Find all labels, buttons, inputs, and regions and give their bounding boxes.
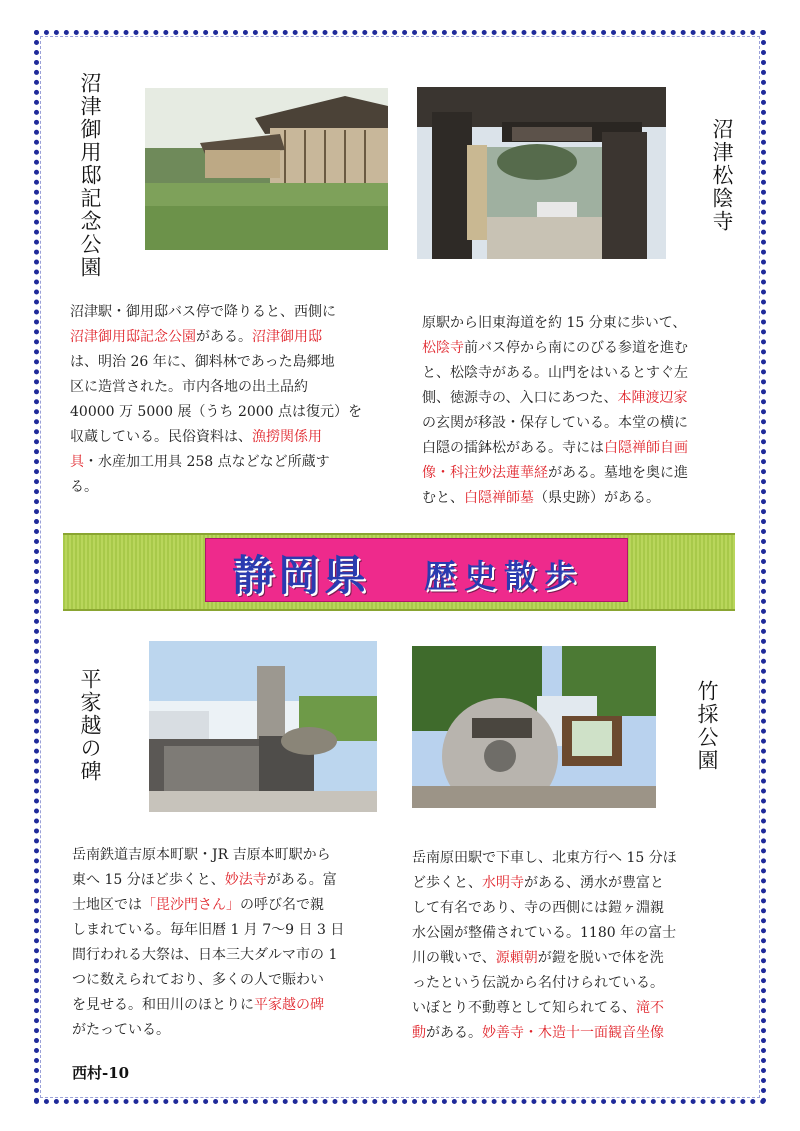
body-text: 士地区では	[72, 897, 142, 913]
title-shoinji: 沼津松陰寺	[710, 118, 734, 233]
highlight-text: 漁撈関係用	[252, 429, 322, 445]
photo-shoinji	[417, 87, 666, 259]
highlight-text: 沼津御用邸記念公園	[70, 329, 196, 345]
body-text: 水公園が整備されている。1180 年の富士	[412, 925, 677, 941]
body-text: ・水産加工用具 258 点などなど所蔵す	[84, 454, 330, 470]
text-line	[412, 1021, 677, 1046]
text-line	[412, 971, 677, 996]
title-goyotei: 沼津御用邸記念公園	[78, 72, 102, 279]
body-text: 岳南鉄道吉原本町駅・JR 吉原本町駅から	[72, 847, 331, 863]
body-text: と、松陰寺がある。山門をはいるとすぐ左	[422, 365, 688, 381]
body-text: いぼとり不動尊として知られてる、	[412, 1000, 636, 1016]
text-line	[72, 868, 344, 893]
text-line	[72, 968, 344, 993]
body-text: 原駅から旧東海道を約 15 分東に歩いて、	[422, 315, 687, 331]
body-text: 収蔵している。民俗資料は、	[70, 429, 252, 445]
text-line	[70, 450, 362, 475]
text-line	[412, 846, 677, 871]
text-line	[72, 993, 344, 1018]
page-number: 西村-10	[72, 1064, 130, 1082]
highlight-text: 具	[70, 454, 84, 470]
photo-goyotei	[145, 88, 388, 250]
text-line	[72, 943, 344, 968]
text-line	[70, 350, 362, 375]
body-text: の呼び名で親	[240, 897, 324, 913]
body-text: ったという伝説から名付けられている。	[412, 975, 664, 991]
text-line	[422, 336, 688, 361]
photo-chikusai	[412, 646, 656, 808]
text-line	[412, 896, 677, 921]
body-text: がある。墓地を奥に進	[548, 465, 688, 481]
photo-heikegoe	[149, 641, 377, 812]
text-line	[72, 893, 344, 918]
text-chikusai	[412, 846, 677, 1046]
highlight-text: 像・科注妙法蓮華経	[422, 465, 548, 481]
text-line	[70, 475, 362, 500]
body-text: 白隠の擂鉢松がある。寺には	[422, 440, 604, 456]
highlight-text: 平家越の碑	[254, 997, 324, 1013]
body-text: が鎧を脱いで体を洗	[537, 950, 664, 966]
highlight-text: 源頼朝	[495, 950, 538, 966]
text-heikegoe	[72, 843, 344, 1043]
text-goyotei	[70, 300, 362, 500]
text-line	[70, 325, 362, 350]
body-text: がある。	[196, 329, 252, 345]
text-line	[412, 921, 677, 946]
text-line	[412, 871, 677, 896]
body-text: むと、	[422, 490, 464, 506]
text-line	[412, 996, 677, 1021]
text-line	[422, 311, 688, 336]
text-line	[72, 1018, 344, 1043]
body-text: る。	[70, 479, 98, 495]
body-text: 沼津駅・御用邸バス停で降りると、西側に	[70, 304, 336, 320]
body-text: つに数えられており、多くの人で賑わい	[72, 972, 324, 988]
text-line	[422, 411, 688, 436]
body-text: （県史跡）がある。	[534, 490, 660, 506]
text-line	[70, 400, 362, 425]
body-text: 川の戦いで、	[412, 950, 496, 966]
text-line	[422, 361, 688, 386]
text-line	[70, 425, 362, 450]
body-text: がある、湧水が豊富と	[524, 875, 664, 891]
body-text: 側、徳源寺の、入口にあつた、	[422, 390, 618, 406]
text-line	[72, 918, 344, 943]
body-text: 東へ 15 分ほど歩くと、	[72, 872, 225, 888]
body-text: しまれている。毎年旧暦 1 月 7～9 日 3 日	[72, 922, 345, 938]
body-text: 岳南原田駅で下車し、北東方行へ 15 分ほ	[412, 850, 677, 866]
highlight-text: 滝不	[636, 1000, 664, 1016]
body-text: 間行われる大祭は、日本三大ダルマ市の 1	[72, 947, 338, 963]
body-text: ど歩くと、	[412, 875, 482, 891]
text-line	[422, 386, 688, 411]
highlight-text: 白隠禅師自画	[604, 440, 688, 456]
text-line	[70, 375, 362, 400]
body-text: 40000 万 5000 展（うち 2000 点は復元）を	[70, 404, 363, 420]
highlight-text: 松陰寺	[422, 340, 464, 356]
body-text: がたっている。	[72, 1022, 170, 1038]
highlight-text: 本陣渡辺家	[617, 390, 688, 406]
text-line	[422, 461, 688, 486]
body-text: がある。	[426, 1025, 482, 1041]
highlight-text: 水明寺	[482, 875, 524, 891]
body-text: 区に造営された。市内各地の出土品約	[70, 379, 308, 395]
body-text: を見せる。和田川のほとりに	[72, 997, 254, 1013]
body-text: 前バス停から南にのびる参道を進む	[464, 340, 688, 356]
title-heikegoe: 平家越の碑	[78, 668, 102, 783]
body-text: して有名であり、寺の西側には鎧ヶ淵親	[412, 900, 664, 916]
highlight-text: 動	[412, 1025, 426, 1041]
text-shoinji	[422, 311, 688, 511]
body-text: は、明治 26 年に、御料林であった島郷地	[70, 354, 335, 370]
highlight-text: 妙法寺	[224, 872, 267, 888]
highlight-text: 妙善寺・木造十一面観音坐像	[482, 1025, 664, 1041]
body-text: の玄関が移設・保存している。本堂の横に	[422, 415, 688, 431]
text-line	[70, 300, 362, 325]
banner-title: 静岡県	[232, 551, 371, 600]
text-line	[412, 946, 677, 971]
text-line	[72, 843, 344, 868]
text-line	[422, 486, 688, 511]
highlight-text: 白隠禅師墓	[464, 490, 534, 506]
banner-subtitle: 歴史散歩	[424, 557, 585, 595]
title-chikusai: 竹採公園	[695, 680, 719, 772]
text-line	[422, 436, 688, 461]
highlight-text: 沼津御用邸	[252, 329, 322, 345]
body-text: がある。富	[266, 872, 337, 888]
highlight-text: 「毘沙門さん」	[142, 897, 240, 913]
